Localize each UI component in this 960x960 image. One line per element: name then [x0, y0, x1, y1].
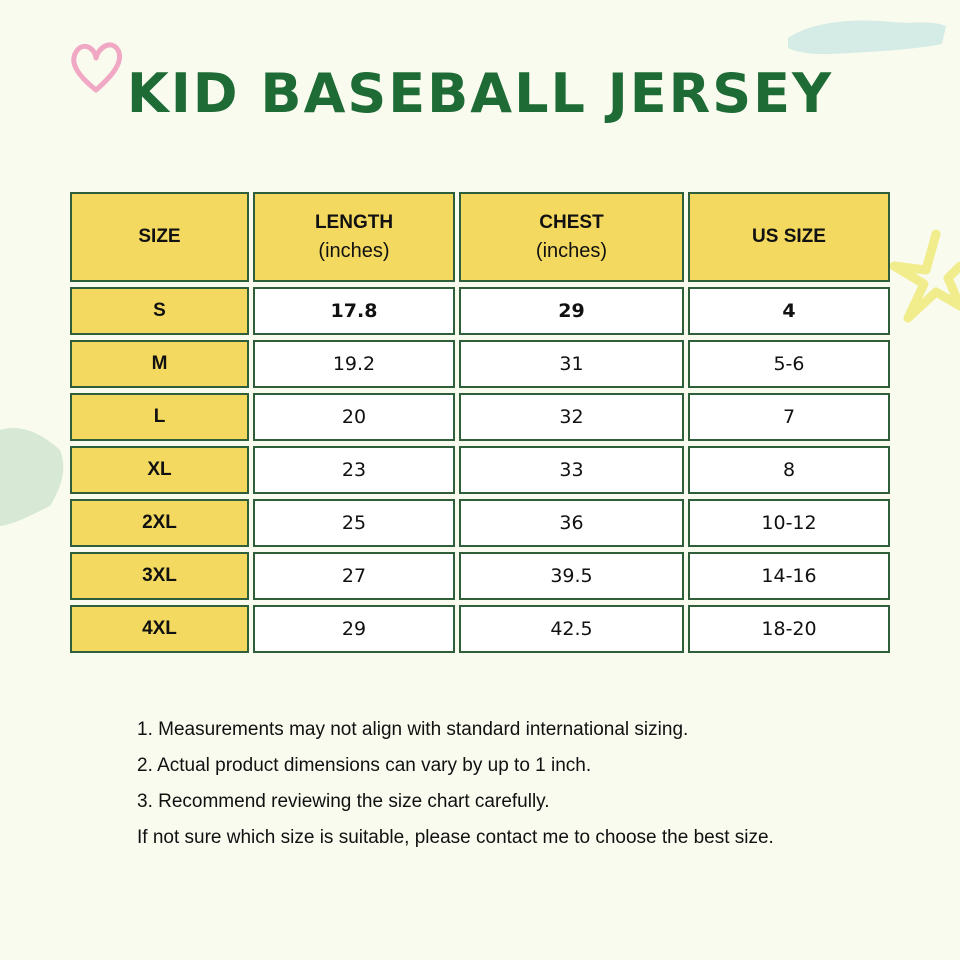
size-chart-table	[70, 192, 890, 653]
note-item: 1. Measurements may not align with standard international sizing.	[137, 719, 689, 740]
header-length	[253, 192, 455, 282]
header-label: CHEST	[539, 212, 604, 233]
chest-cell: 39.5	[459, 552, 684, 600]
header-label: LENGTH	[314, 212, 394, 233]
size-cell: L	[70, 393, 249, 441]
paint-brush-stroke	[782, 8, 952, 64]
us-size-cell: 7	[688, 393, 890, 441]
header-unit: (inches)	[535, 240, 608, 262]
header-label: SIZE	[138, 226, 181, 247]
us-size-cell: 4	[688, 287, 890, 335]
us-size-cell: 18-20	[688, 605, 890, 653]
size-cell: 2XL	[70, 499, 249, 547]
length-cell: 23	[253, 446, 455, 494]
size-cell: 4XL	[70, 605, 249, 653]
chest-cell: 36	[459, 499, 684, 547]
page-title: KID BASEBALL JERSEY	[126, 62, 834, 125]
length-cell: 20	[253, 393, 455, 441]
header-us-size	[688, 192, 890, 282]
note-item: 3. Recommend reviewing the size chart carefully.	[137, 791, 550, 812]
chest-cell: 31	[459, 340, 684, 388]
header-size	[70, 192, 249, 282]
chest-cell: 29	[459, 287, 684, 335]
length-cell: 19.2	[253, 340, 455, 388]
length-cell: 29	[253, 605, 455, 653]
us-size-cell: 8	[688, 446, 890, 494]
chest-cell: 42.5	[459, 605, 684, 653]
us-size-cell: 10-12	[688, 499, 890, 547]
chest-cell: 33	[459, 446, 684, 494]
size-cell: XL	[70, 446, 249, 494]
us-size-cell: 14-16	[688, 552, 890, 600]
us-size-cell: 5-6	[688, 340, 890, 388]
size-cell: S	[70, 287, 249, 335]
header-unit: (inches)	[318, 240, 390, 262]
header-chest	[459, 192, 684, 282]
header-label: US SIZE	[752, 226, 826, 247]
note-item: 2. Actual product dimensions can vary by up to 1 inch.	[137, 755, 592, 776]
length-cell: 17.8	[253, 287, 455, 335]
size-cell: 3XL	[70, 552, 249, 600]
paint-brush-stroke	[0, 420, 70, 530]
length-cell: 25	[253, 499, 455, 547]
star-doodle-icon	[890, 226, 960, 326]
length-cell: 27	[253, 552, 455, 600]
note-item: If not sure which size is suitable, please contact me to choose the best size.	[137, 827, 774, 848]
notes-list	[137, 712, 897, 856]
chest-cell: 32	[459, 393, 684, 441]
size-cell: M	[70, 340, 249, 388]
